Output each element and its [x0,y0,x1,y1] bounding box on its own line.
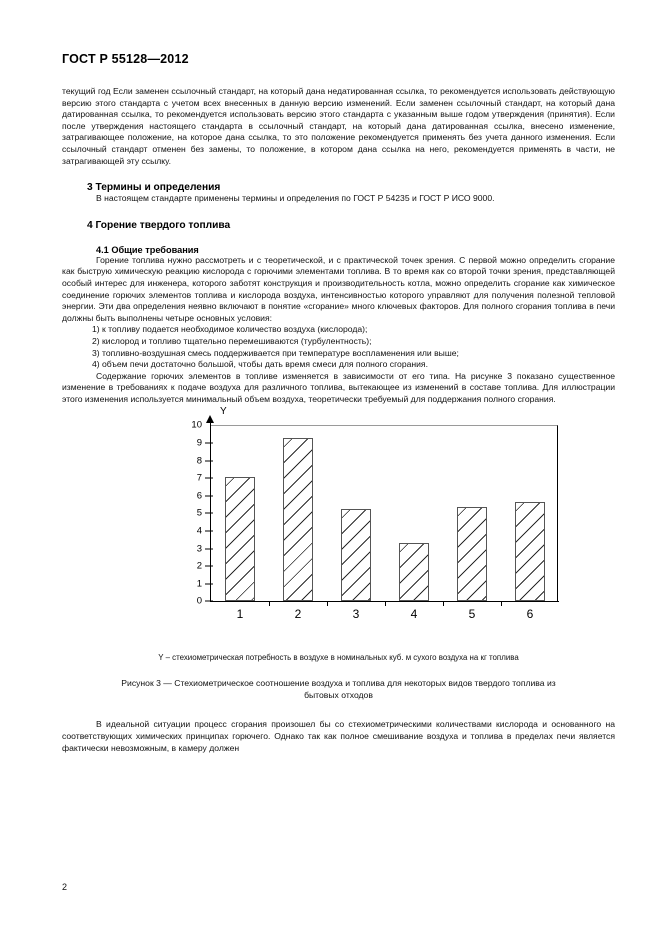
chart-bar [515,502,545,601]
x-tick-mark [385,601,386,606]
y-tick-label: 8 [196,455,202,467]
figure-3 [62,406,615,701]
section-3-paragraph: В настоящем стандарте применены термины и определения по ГОСТ Р 54235 и ГОСТ Р ИСО 9000. [96,193,495,204]
subsection-heading-4-1: 4.1 Общие требования [96,244,199,255]
section-heading-3: 3 Термины и определения [87,182,221,194]
y-tick-label: 7 [196,472,202,484]
y-tick-label: 4 [196,525,202,537]
chart-bar [225,477,255,602]
bars-layer [211,425,559,601]
x-tick-mark [269,601,270,606]
list-item: 1) к топливу подается необходимое количество воздуха (кислорода); [92,324,368,335]
chart-bar [399,543,429,601]
x-tick-label: 1 [236,607,244,622]
x-tick-mark [443,601,444,606]
y-tick-label: 2 [196,560,202,572]
section-4-1-paragraph-2: Содержание горючих элементов в топливе изменяется в зависимости от его типа. На рисунке 3 показано существенное изменение в требованиях к подаче воздуха для различного топлива, вытекающее из изменений в составе топлива. Для иллюстрации этого изменения используется минимальный объем воздуха, теоретически требуемый для поддержания полного сгорания. [62,370,615,404]
x-tick-label: 5 [468,607,476,622]
x-tick-label: 2 [294,607,302,622]
figure-note: Y – стехиометрическая потребность в воздухе в номинальных куб. м сухого воздуха на кг топлива [158,653,519,663]
x-tick-label: 6 [526,607,534,622]
intro-paragraph: текущий год Если заменен ссылочный стандарт, на который дана недатированная ссылка, то рекомендуется использовать действующую версию этого стандарта с учетом всех внесенных в данную версию изменений. Если заменен ссылочный стандарт, на который дана датированная ссылка, то рекомендуется использовать версию этого стандарта с указанным выше годом утверждения (принятия). Если после утверждения настоящего стандарта в ссылочный стандарт, на который дана датированная ссылка, внесено изменение, затрагивающее положение, на которое дана ссылка, то это положение рекомендуется применять без учета данного изменения. Если ссылочный стандарт отменен без замены, то положение, в котором дана ссылка на него, рекомендуется применять в части, не затрагивающей эту ссылку. [62,86,615,166]
y-axis-arrow-icon [206,415,214,423]
y-tick-label: 3 [196,543,202,555]
section-4-1-paragraph-1: Горение топлива нужно рассмотреть и с теоретической, и с практической точек зрения. С первой можно определить сгорание как быструю химическую реакцию кислорода с горючими элементами топлива. В то время как со второй точки зрения, представляющей особый интерес для инженера, которого заботят конструкция и производительность котла, можно определить сгорание как химическое соединение горючих элементов топлива и кислорода воздуха, интенсивностью которого управляют для получения полезной тепловой энергии. Эти два определения неявно включают в понятие «сгорание» много ключевых факторов. Для полного сгорания топлива в печи должны быть выполнены четыре основных условия: [62,254,615,323]
x-tick-mark [327,601,328,606]
document-header: ГОСТ Р 55128—2012 [62,52,189,66]
chart-bar [283,438,313,602]
y-tick-label: 6 [196,490,202,502]
x-tick-label: 4 [410,607,418,622]
y-tick-label: 9 [196,437,202,449]
conditions-list [62,324,615,370]
y-tick-label: 1 [196,578,202,590]
section-heading-4: 4 Горение твердого топлива [87,219,231,231]
list-item: 2) кислород и топливо тщательно перемешиваются (турбулентность); [92,335,372,346]
figure-caption: Рисунок 3 — Стехиометрическое соотношение воздуха и топлива для некоторых видов твердого топлива из бытовых отходов [121,678,556,700]
page-number: 2 [62,882,68,892]
chart-bar [341,509,371,601]
list-item: 3) топливно-воздушная смесь поддерживается при температуре воспламенения или выше; [92,347,459,358]
chart-bar [457,507,487,601]
bar-chart [180,406,562,634]
y-tick-label: 5 [196,507,202,519]
closing-paragraph: В идеальной ситуации процесс сгорания произошел бы со стехиометрическими количествами кислорода и основанного на соответствующих химических принципах горючего. Однако так как полное смешивание воздуха и топлива в пределах печи является фактически невозможным, в камеру должен [62,719,615,753]
x-tick-label: 3 [352,607,360,622]
y-tick-label: 0 [196,595,202,607]
y-axis-title: Y [220,406,227,418]
y-tick-label: 10 [191,419,202,431]
x-tick-mark [501,601,502,606]
list-item: 4) объем печи достаточно большой, чтобы дать время смеси для полного сгорания. [92,359,428,370]
